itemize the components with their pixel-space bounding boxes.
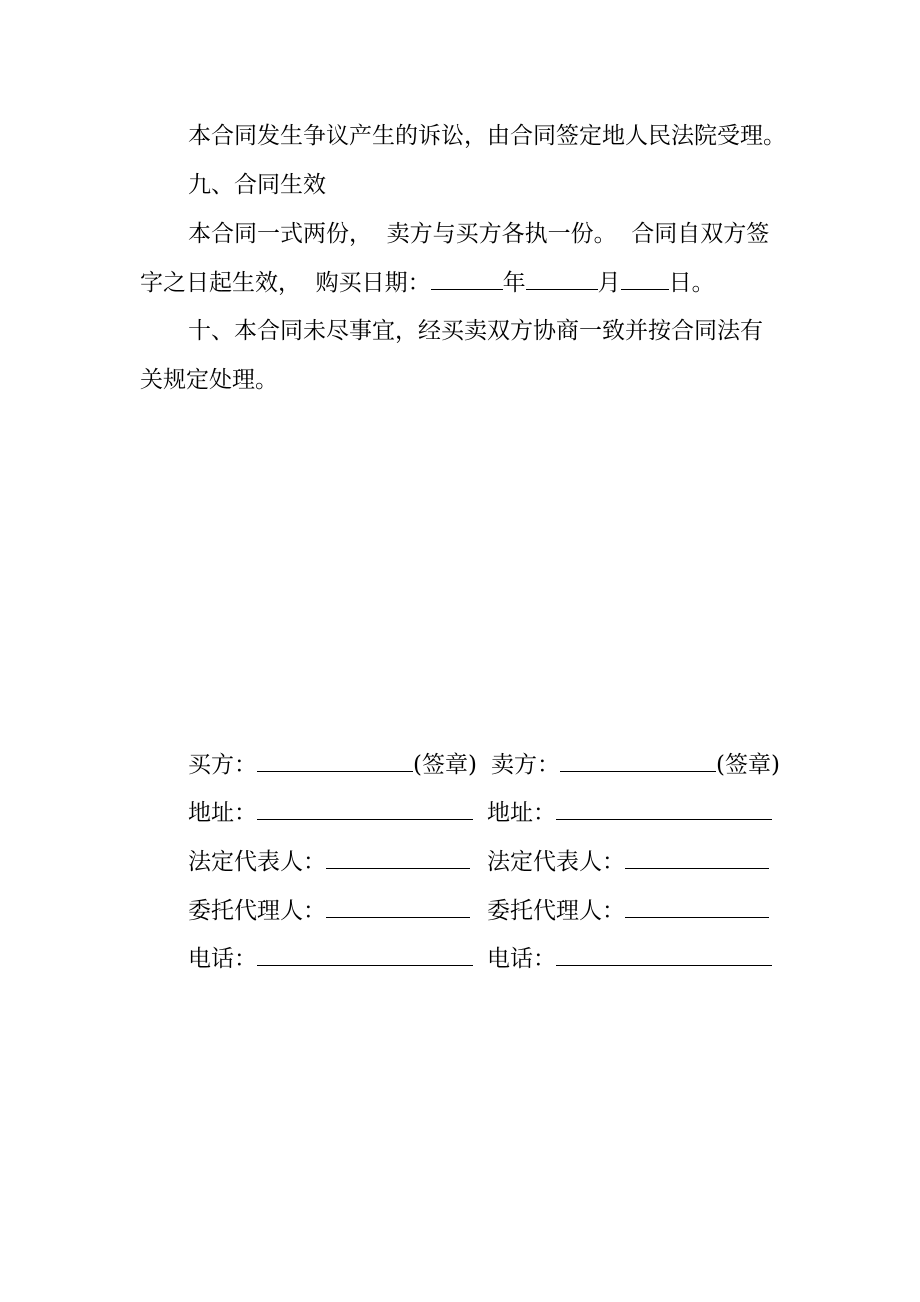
seller-agent [487,895,769,926]
buyer-label: 买方： [188,752,257,778]
seller-label: 卖方： [491,752,560,778]
seller-address [487,797,772,828]
seller-legal-rep-label: 法定代表人： [487,849,625,875]
seller-agent-line[interactable] [625,895,769,918]
section-10-line-2-text: 关规定处理。 [140,367,278,393]
day-label: 日。 [668,270,715,296]
seller-phone [487,943,772,974]
dispute-clause-text: 本合同发生争议产生的诉讼，由合同签定地人民法院受理。 [188,123,786,149]
seller-agent-label: 委托代理人： [487,898,625,924]
section-9-heading [188,170,326,200]
seller-address-label: 地址： [487,800,556,826]
buyer-agent-label: 委托代理人： [188,898,326,924]
seller-phone-label: 电话： [487,946,556,972]
seller-legal-rep-line[interactable] [625,846,769,869]
buyer-agent-line[interactable] [326,895,470,918]
buyer-phone-line[interactable] [257,943,473,966]
section-10-line-2 [140,365,278,395]
buyer-address-label: 地址： [188,800,257,826]
buyer-agent [188,895,470,926]
year-label: 年 [502,270,526,296]
purchase-date-label: 字之日起生效， 购买日期： [140,270,431,296]
seller-address-line[interactable] [556,797,772,820]
dispute-clause [188,121,786,151]
buyer-seal-label: (签章) [413,752,477,778]
seller-seal-label: (签章) [716,752,780,778]
seller-legal-rep [487,846,769,877]
section-9-line-1 [188,219,769,249]
buyer-address [188,797,473,828]
buyer-legal-rep [188,846,470,877]
buyer-phone-label: 电话： [188,946,257,972]
buyer-address-line[interactable] [257,797,473,820]
seller-phone-line[interactable] [556,943,772,966]
year-blank[interactable] [431,267,503,290]
section-9-heading-text: 九、合同生效 [188,172,326,198]
seller-signature [491,749,780,780]
month-label: 月 [597,270,621,296]
section-10-line-1 [188,316,763,346]
buyer-legal-rep-line[interactable] [326,846,470,869]
section-9-line-1-text: 本合同一式两份， 卖方与买方各执一份。 合同自双方签 [188,221,770,247]
day-blank[interactable] [621,267,669,290]
buyer-legal-rep-label: 法定代表人： [188,849,326,875]
section-9-line-2 [140,267,715,298]
buyer-signature [188,749,477,780]
buyer-signature-line[interactable] [257,749,413,772]
section-10-line-1-text: 十、本合同未尽事宜，经买卖双方协商一致并按合同法有 [188,318,763,344]
buyer-phone [188,943,473,974]
seller-signature-line[interactable] [560,749,716,772]
month-blank[interactable] [526,267,598,290]
